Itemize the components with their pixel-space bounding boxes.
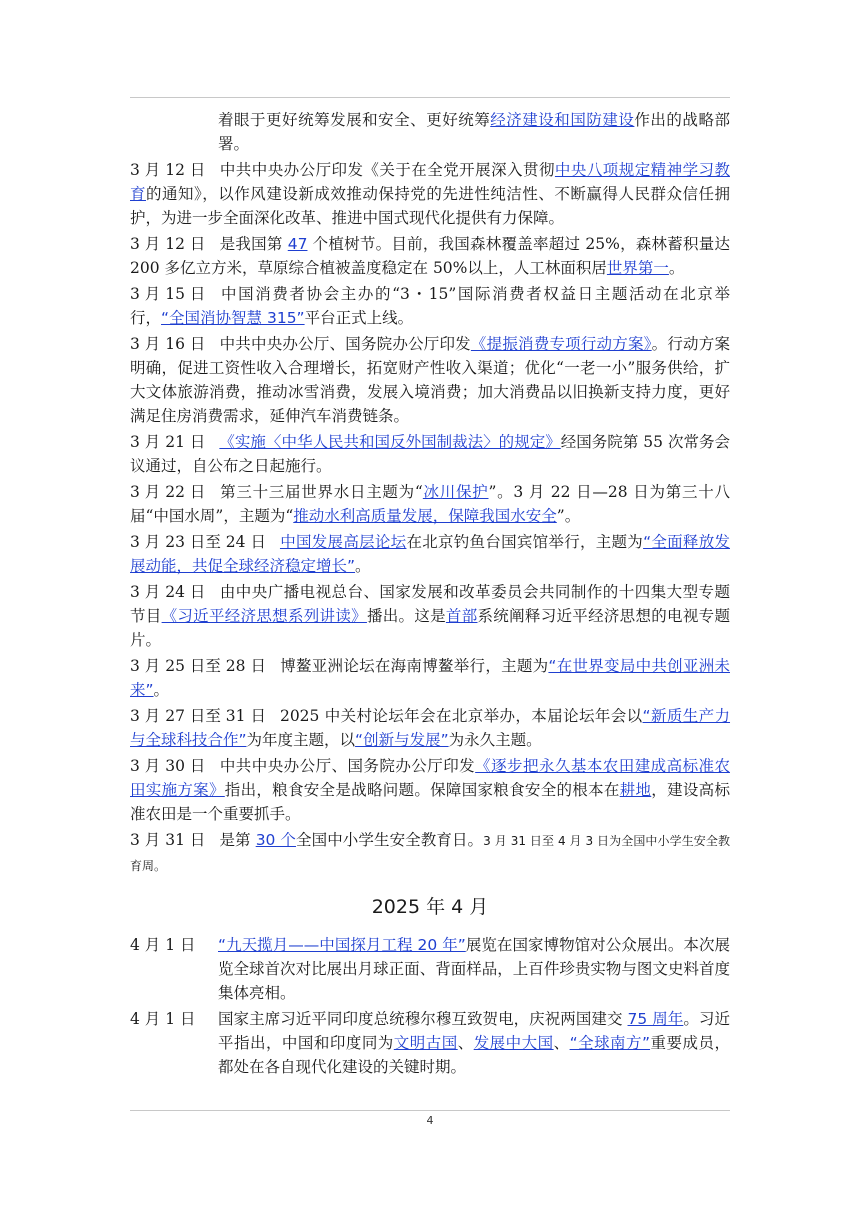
entry-link[interactable]: 《逐步把永久基本农田建成高标准农田实施方案》 xyxy=(130,757,730,799)
entry-link[interactable]: “全球南方” xyxy=(569,1034,651,1052)
entry-text-run: 为永久主题。 xyxy=(448,731,542,749)
chronology-entry xyxy=(130,704,730,752)
entry-text xyxy=(130,158,730,230)
entry-note: 3 月 31 日至 4 月 3 日为全国中小学生安全教育周。 xyxy=(130,834,730,873)
entry-text-run: 系统阐释习近平经济思想的电视专题片。 xyxy=(130,607,730,649)
entry-link[interactable]: 推动水利高质量发展，保障我国水安全 xyxy=(293,507,557,525)
entry-text-run: 由中央广播电视总台、国家发展和改革委员会共同制作的十四集大型专题节目 xyxy=(130,583,730,625)
entry-text-run: 是我国第 xyxy=(219,235,288,253)
entry-date: 3 月 22 日 xyxy=(130,483,206,501)
entry-link[interactable]: 75 周年 xyxy=(627,1010,684,1028)
entry-link[interactable]: 30 个 xyxy=(255,831,297,849)
chronology-entry xyxy=(130,480,730,528)
entry-date: 3 月 23 日至 24 日 xyxy=(130,533,266,551)
chronology-entry xyxy=(130,232,730,280)
entry-text-run: 平台正式上线。 xyxy=(304,309,414,327)
entry-date: 3 月 21 日 xyxy=(130,433,206,451)
entry-link[interactable]: 文明古国 xyxy=(393,1034,458,1052)
entry-link[interactable]: 中央八项规定精神学习教育 xyxy=(130,161,730,203)
chronology-entry xyxy=(130,158,730,230)
entry-date: 3 月 24 日 xyxy=(130,583,206,601)
entry-date: 3 月 12 日 xyxy=(130,161,206,179)
entry-text-run: 指出，粮食安全是战略问题。保障国家粮食安全的根本在 xyxy=(224,781,620,799)
footer-rule xyxy=(130,1110,730,1111)
entry-text xyxy=(130,282,730,330)
chronology-entry xyxy=(130,580,730,652)
entry-date: 3 月 27 日至 31 日 xyxy=(130,707,266,725)
entry-text-run: 播出。这是 xyxy=(366,607,446,625)
entry-text xyxy=(130,933,730,1005)
entry-link[interactable]: “九天揽月——中国探月工程 20 年” xyxy=(218,936,466,954)
month-heading: 2025 年 4 月 xyxy=(371,896,489,918)
entry-text xyxy=(130,1007,730,1079)
chronology-entry xyxy=(130,108,730,156)
entry-text-run: 、 xyxy=(457,1034,474,1052)
entry-text-run: ，建设高标准农田是一个重要抓手。 xyxy=(130,781,730,823)
entry-text-run: ”。 xyxy=(556,507,581,525)
entry-text-run: 第三十三届世界水日主题为“ xyxy=(219,483,423,501)
entry-text-run: 中共中央办公厅印发《关于在全党开展深入贯彻 xyxy=(219,161,555,179)
entry-text xyxy=(130,430,730,478)
entry-link[interactable]: “全面释放发展动能，共促全球经济稳定增长” xyxy=(130,533,730,575)
march-entries xyxy=(130,108,730,878)
entry-text-run: 中共中央办公厅、国务院办公厅印发 xyxy=(219,335,471,353)
entry-link[interactable]: 《实施〈中华人民共和国反外国制裁法〉的规定》 xyxy=(219,433,561,451)
entry-text xyxy=(130,754,730,826)
entry-date: 3 月 15 日 xyxy=(130,285,206,303)
entry-text-run: 的通知》，以作风建设新成效推动保持党的先进性纯洁性、不断赢得人民群众信任拥护，为进一步全面深化改革、推进中国式现代化提供有力保障。 xyxy=(130,185,730,227)
entry-text-run: 中国消费者协会主办的“3・15”国际消费者权益日主题活动在北京举行， xyxy=(130,285,730,327)
entry-text-run: 个植树节。目前，我国森林覆盖率超过 25%，森林蓄积量达 200 多亿立方米，草原综合植被盖度稳定在 50%以上，人工林面积居 xyxy=(130,235,730,277)
chronology-entry xyxy=(130,754,730,826)
entry-link[interactable]: 发展中大国 xyxy=(473,1034,554,1052)
entry-link[interactable]: 耕地 xyxy=(619,781,652,799)
entry-date: 3 月 31 日 xyxy=(130,831,206,849)
entry-link[interactable]: 冰川保护 xyxy=(422,483,489,501)
chronology-entry xyxy=(130,933,730,1005)
entry-text-run: 经国务院第 55 次常务会议通过，自公布之日起施行。 xyxy=(130,433,730,475)
entry-date: 4 月 1 日 xyxy=(130,936,196,954)
entry-text-run: 2025 中关村论坛年会在北京举办，本届论坛年会以 xyxy=(279,707,643,725)
entry-link[interactable]: “创新与发展” xyxy=(355,731,449,749)
chronology-entry xyxy=(130,282,730,330)
entry-date: 3 月 25 日至 28 日 xyxy=(130,657,266,675)
entry-link[interactable]: “全国消协智慧 315” xyxy=(161,309,305,327)
entry-text-run: 。 xyxy=(355,557,371,575)
entry-date: 3 月 16 日 xyxy=(130,335,206,353)
entry-text-run: 博鳌亚洲论坛在海南博鳌举行，主题为 xyxy=(279,657,549,675)
entry-text-run: 、 xyxy=(553,1034,570,1052)
entry-text-run: 中共中央办公厅、国务院办公厅印发 xyxy=(219,757,476,775)
entry-text-run: ”。3 月 22 日—28 日为第三十八届“中国水周”，主题为“ xyxy=(130,483,730,525)
entry-text-run: 为年度主题，以 xyxy=(246,731,356,749)
entry-text xyxy=(130,108,730,156)
entry-text-run: 。 xyxy=(668,259,685,277)
entry-link[interactable]: 世界第一 xyxy=(606,259,669,277)
chronology-content xyxy=(130,108,730,1081)
chronology-entry xyxy=(130,828,730,878)
entry-link[interactable]: 中国发展高层论坛 xyxy=(279,533,407,551)
entry-text-run: 着眼于更好统筹发展和安全、更好统筹 xyxy=(218,111,491,129)
entry-text xyxy=(130,828,730,878)
entry-text xyxy=(130,480,730,528)
entry-text-run: 全国中小学生安全教育日。 xyxy=(296,831,484,849)
entry-link[interactable]: “在世界变局中共创亚洲未来” xyxy=(130,657,730,699)
entry-date: 3 月 12 日 xyxy=(130,235,206,253)
entry-text-run: 是第 xyxy=(219,831,256,849)
entry-text xyxy=(130,232,730,280)
entry-text-run: 重要成员，都处在各自现代化建设的关键时期。 xyxy=(218,1034,730,1076)
header-rule xyxy=(130,97,730,98)
chronology-entry xyxy=(130,530,730,578)
entry-link[interactable]: 经济建设和国防建设 xyxy=(490,111,635,129)
entry-link[interactable]: “新质生产力与全球科技合作” xyxy=(130,707,731,749)
chronology-entry xyxy=(130,1007,730,1079)
chronology-entry xyxy=(130,430,730,478)
chronology-entry xyxy=(130,654,730,702)
entry-text-run: 在北京钓鱼台国宾馆举行，主题为 xyxy=(406,533,644,551)
page-number: 4 xyxy=(426,1114,434,1127)
april-entries xyxy=(130,933,730,1079)
entry-text-run: 作出的战略部署。 xyxy=(218,111,730,153)
entry-date: 4 月 1 日 xyxy=(130,1010,196,1028)
entry-text-run: 。习近平指出，中国和印度同为 xyxy=(218,1010,730,1052)
entry-text-run: 。行动方案明确，促进工资性收入合理增长，拓宽财产性收入渠道；优化“一老一小”服务供给，扩大文体旅游消费，推动冰雪消费，发展入境消费；加大消费品以旧换新支持力度，更好满足住房消费需求，延伸汽车消费链条。 xyxy=(130,335,730,425)
entry-link[interactable]: 47 xyxy=(287,235,308,253)
entry-text xyxy=(130,332,730,428)
entry-text xyxy=(130,580,730,652)
entry-text-run: 国家主席习近平同印度总统穆尔穆互致贺电，庆祝两国建交 xyxy=(218,1010,628,1028)
entry-text-run: 。 xyxy=(153,681,170,699)
entry-link[interactable]: 《习近平经济思想系列讲读》 xyxy=(161,607,367,625)
entry-link[interactable]: 《提振消费专项行动方案》 xyxy=(470,335,652,353)
chronology-entry xyxy=(130,332,730,428)
entry-date: 3 月 30 日 xyxy=(130,757,206,775)
entry-text-run: 展览在国家博物馆对公众展出。本次展览全球首次对比展出月球正面、背面样品，上百件珍贵实物与图文史料首度集体亮相。 xyxy=(218,936,730,1002)
entry-link[interactable]: 首部 xyxy=(445,607,478,625)
